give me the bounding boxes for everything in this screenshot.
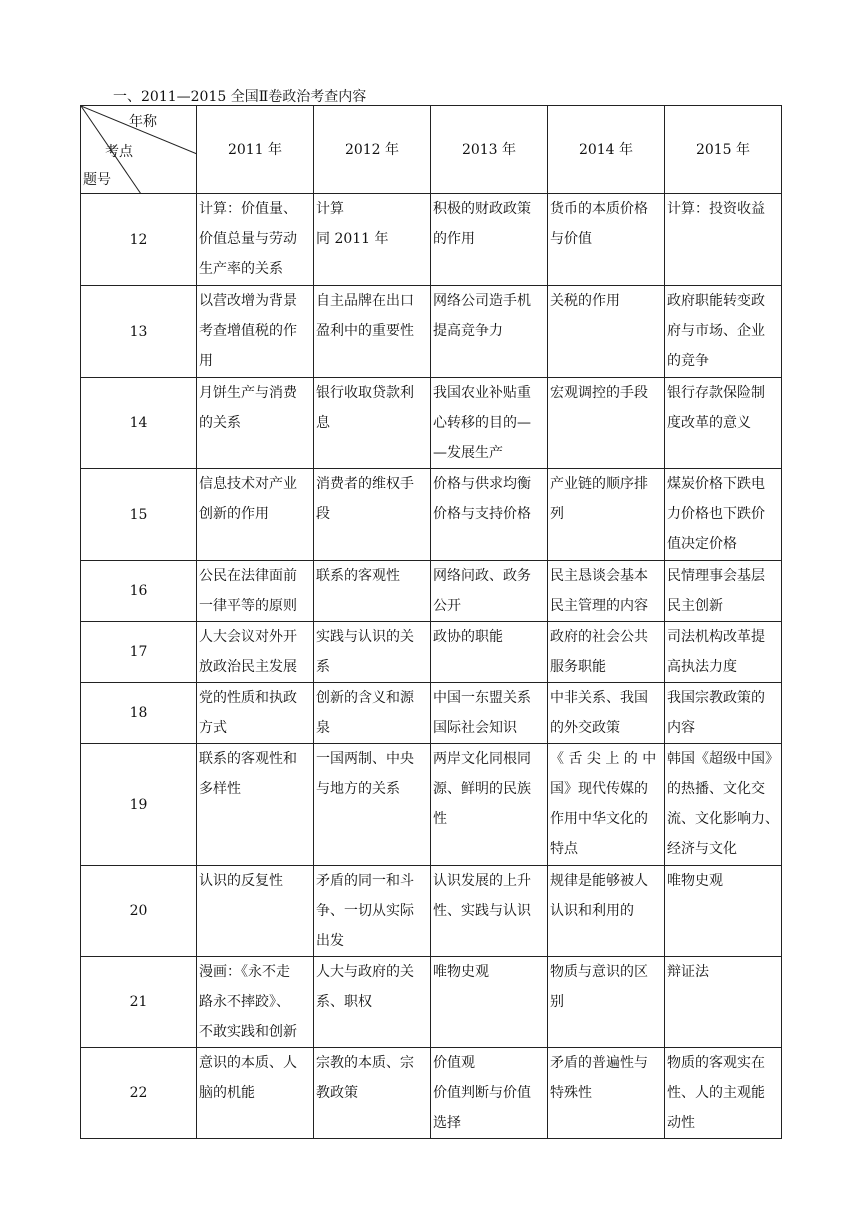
question-number: 15 xyxy=(81,469,197,561)
topic-text-line: 教政策 xyxy=(316,1085,358,1101)
topic-cell xyxy=(197,469,314,561)
topic-cell xyxy=(665,866,782,957)
topic-text-line: 人大与政府的关 xyxy=(316,964,414,980)
topic-text-line: 韩国《超级中国》 xyxy=(667,751,779,767)
topic-cell xyxy=(314,561,431,622)
topic-text-line: 政协的职能 xyxy=(433,629,503,645)
topic-text-line: 《 舌 尖 上 的 中 xyxy=(550,751,657,767)
topic-text-line: 放政治民主发展 xyxy=(199,659,297,675)
topic-text-line: 矛盾的同一和斗 xyxy=(316,873,414,889)
topic-text-line: 我国宗教政策的 xyxy=(667,690,765,706)
topic-text-line: 规律是能够被人 xyxy=(550,873,648,889)
topic-text-line: 价值总量与劳动 xyxy=(199,231,297,247)
topic-text-line: 方式 xyxy=(199,720,227,736)
topic-text-line: 价格与支持价格 xyxy=(433,506,531,522)
topic-text-line: 计算 xyxy=(316,201,344,217)
corner-label-year: 年称 xyxy=(129,114,157,130)
table-row xyxy=(81,469,782,561)
topic-cell xyxy=(665,1048,782,1139)
topic-cell xyxy=(197,683,314,744)
header-row xyxy=(81,106,782,194)
topic-text-line: 价值观 xyxy=(433,1055,475,1071)
topic-text-line: 民主创新 xyxy=(667,598,723,614)
year-header-2014: 2014 年 xyxy=(548,106,665,194)
topic-text-line: 物质与意识的区 xyxy=(550,964,648,980)
topic-cell xyxy=(197,622,314,683)
topic-cell xyxy=(197,866,314,957)
topic-cell xyxy=(431,561,548,622)
topic-text-line: 两岸文化同根同 xyxy=(433,751,531,767)
question-number: 14 xyxy=(81,378,197,469)
topic-cell xyxy=(314,957,431,1048)
topic-text-line: 月饼生产与消费 xyxy=(199,385,297,401)
topic-text-line: 度改革的意义 xyxy=(667,415,751,431)
topic-text-line: 政府职能转变政 xyxy=(667,293,765,309)
corner-label-question: 题号 xyxy=(83,172,111,188)
topic-text-line: 特殊性 xyxy=(550,1085,592,1101)
topic-text-line: 中非关系、我国 xyxy=(550,690,648,706)
topic-text-line: 公开 xyxy=(433,598,461,614)
topic-cell xyxy=(665,561,782,622)
topic-text-line: 出发 xyxy=(316,933,344,949)
year-header-2012: 2012 年 xyxy=(314,106,431,194)
topic-text-line: 宗教的本质、宗 xyxy=(316,1055,414,1071)
question-number: 16 xyxy=(81,561,197,622)
topic-text-line: 一律平等的原则 xyxy=(199,598,297,614)
topic-text-line: 积极的财政政策 xyxy=(433,201,531,217)
topic-text-line: 创新的含义和源 xyxy=(316,690,414,706)
table-row xyxy=(81,744,782,866)
topic-text-line: 提高竞争力 xyxy=(433,323,503,339)
topic-text-line: 辩证法 xyxy=(667,964,709,980)
topic-text-line: 服务职能 xyxy=(550,659,606,675)
topic-cell xyxy=(548,286,665,378)
topic-text-line: 的关系 xyxy=(199,415,241,431)
topic-text-line: —发展生产 xyxy=(433,445,503,461)
topic-text-line: 计算：价值量、 xyxy=(199,201,297,217)
topic-text-line: 银行收取贷款利 xyxy=(316,385,414,401)
topic-text-line: 煤炭价格下跌电 xyxy=(667,476,765,492)
topic-cell xyxy=(665,683,782,744)
topic-cell xyxy=(548,561,665,622)
topic-cell xyxy=(665,622,782,683)
topic-text-line: 府与市场、企业 xyxy=(667,323,765,339)
topic-text-line: 创新的作用 xyxy=(199,506,269,522)
topic-cell xyxy=(665,194,782,286)
topic-text-line: 别 xyxy=(550,994,564,1010)
topic-cell xyxy=(431,866,548,957)
topic-text-line: 国》现代传媒的 xyxy=(550,781,648,797)
topic-text-line: 唯物史观 xyxy=(433,964,489,980)
topic-text-line: 国际社会知识 xyxy=(433,720,517,736)
topic-cell xyxy=(431,683,548,744)
topic-text-line: 唯物史观 xyxy=(667,873,723,889)
topic-text-line: 价格与供求均衡 xyxy=(433,476,531,492)
topic-cell xyxy=(548,1048,665,1139)
page-title: 一、2011—2015 全国Ⅱ卷政治考查内容 xyxy=(113,89,367,105)
topic-cell xyxy=(314,378,431,469)
topic-text-line: 民情理事会基层 xyxy=(667,568,765,584)
topic-text-line: 用 xyxy=(199,353,213,369)
topic-cell xyxy=(314,683,431,744)
topic-text-line: 人大会议对外开 xyxy=(199,629,297,645)
topic-text-line: 动性 xyxy=(667,1115,695,1131)
topic-text-line: 系 xyxy=(316,659,330,675)
topic-text-line: 网络问政、政务 xyxy=(433,568,531,584)
topic-text-line: 公民在法律面前 xyxy=(199,568,297,584)
corner-header-cell xyxy=(81,106,197,194)
topic-cell xyxy=(548,744,665,866)
topic-text-line: 值决定价格 xyxy=(667,536,737,552)
question-number: 18 xyxy=(81,683,197,744)
topic-text-line: 生产率的关系 xyxy=(199,261,283,277)
table-row xyxy=(81,1048,782,1139)
question-number: 17 xyxy=(81,622,197,683)
topic-cell xyxy=(431,622,548,683)
table-row xyxy=(81,561,782,622)
topic-text-line: 内容 xyxy=(667,720,695,736)
topic-text-line: 实践与认识的关 xyxy=(316,629,414,645)
topic-text-line: 宏观调控的手段 xyxy=(550,385,648,401)
topic-text-line: 系、职权 xyxy=(316,994,372,1010)
topic-cell xyxy=(665,957,782,1048)
topic-text-line: 信息技术对产业 xyxy=(199,476,297,492)
topic-text-line: 作用中华文化的 xyxy=(550,811,648,827)
question-number: 20 xyxy=(81,866,197,957)
topic-text-line: 我国农业补贴重 xyxy=(433,385,531,401)
topic-text-line: 认识的反复性 xyxy=(199,873,283,889)
topic-cell xyxy=(548,378,665,469)
topic-text-line: 流、文化影响力、 xyxy=(667,811,779,827)
table-row xyxy=(81,683,782,744)
question-number: 19 xyxy=(81,744,197,866)
table-row xyxy=(81,194,782,286)
topic-cell xyxy=(548,683,665,744)
topic-cell xyxy=(314,744,431,866)
topic-cell xyxy=(431,1048,548,1139)
topic-text-line: 民主恳谈会基本 xyxy=(550,568,648,584)
topic-cell xyxy=(548,194,665,286)
topic-text-line: 泉 xyxy=(316,720,330,736)
topic-text-line: 的竞争 xyxy=(667,353,709,369)
topic-cell xyxy=(665,378,782,469)
topic-text-line: 民主管理的内容 xyxy=(550,598,648,614)
topic-text-line: 息 xyxy=(316,415,330,431)
topic-text-line: 源、鲜明的民族 xyxy=(433,781,531,797)
topic-text-line: 联系的客观性 xyxy=(316,568,400,584)
corner-label-topic: 考点 xyxy=(105,144,133,160)
topic-cell xyxy=(665,744,782,866)
table-row xyxy=(81,622,782,683)
topic-cell xyxy=(197,194,314,286)
topic-text-line: 漫画：《永不走 xyxy=(199,964,290,980)
topic-cell xyxy=(431,957,548,1048)
topic-cell xyxy=(314,194,431,286)
topic-text-line: 与地方的关系 xyxy=(316,781,400,797)
topic-text-line: 考查增值税的作 xyxy=(199,323,297,339)
topic-text-line: 联系的客观性和 xyxy=(199,751,297,767)
topic-text-line: 与价值 xyxy=(550,231,592,247)
table-row xyxy=(81,378,782,469)
topic-text-line: 消费者的维权手 xyxy=(316,476,414,492)
year-header-2013: 2013 年 xyxy=(431,106,548,194)
topic-text-line: 货币的本质价格 xyxy=(550,201,648,217)
question-number: 21 xyxy=(81,957,197,1048)
topic-cell xyxy=(314,1048,431,1139)
year-header-2011: 2011 年 xyxy=(197,106,314,194)
topic-text-line: 盈利中的重要性 xyxy=(316,323,414,339)
topic-text-line: 的外交政策 xyxy=(550,720,620,736)
topic-text-line: 自主品牌在出口 xyxy=(316,293,414,309)
topic-cell xyxy=(548,866,665,957)
topic-text-line: 争、一切从实际 xyxy=(316,903,414,919)
topic-cell xyxy=(548,622,665,683)
topic-text-line: 网络公司造手机 xyxy=(433,293,531,309)
topic-text-line: 矛盾的普遍性与 xyxy=(550,1055,648,1071)
topic-text-line: 性 xyxy=(433,811,447,827)
question-number: 13 xyxy=(81,286,197,378)
topic-text-line: 列 xyxy=(550,506,564,522)
topic-text-line: 高执法力度 xyxy=(667,659,737,675)
topic-cell xyxy=(197,1048,314,1139)
topic-text-line: 认识和利用的 xyxy=(550,903,634,919)
topic-cell xyxy=(548,469,665,561)
topic-text-line: 一国两制、中央 xyxy=(316,751,414,767)
topic-cell xyxy=(431,744,548,866)
table-row xyxy=(81,957,782,1048)
topic-cell xyxy=(197,286,314,378)
topic-text-line: 银行存款保险制 xyxy=(667,385,765,401)
topic-cell xyxy=(431,194,548,286)
topic-text-line: 政府的社会公共 xyxy=(550,629,648,645)
topic-text-line: 路永不摔跤》、 xyxy=(199,994,290,1010)
exam-content-table xyxy=(80,105,782,1139)
table-row xyxy=(81,286,782,378)
topic-text-line: 党的性质和执政 xyxy=(199,690,297,706)
topic-text-line: 关税的作用 xyxy=(550,293,620,309)
topic-text-line: 计算：投资收益 xyxy=(667,201,765,217)
topic-cell xyxy=(314,286,431,378)
topic-text-line: 以营改增为背景 xyxy=(199,293,297,309)
topic-cell xyxy=(314,866,431,957)
topic-text-line: 力价格也下跌价 xyxy=(667,506,765,522)
topic-text-line: 的热播、文化交 xyxy=(667,781,765,797)
topic-text-line: 性、人的主观能 xyxy=(667,1085,765,1101)
topic-text-line: 脑的机能 xyxy=(199,1085,255,1101)
topic-cell xyxy=(665,286,782,378)
topic-text-line: 心转移的目的— xyxy=(433,415,531,431)
topic-text-line: 中国一东盟关系 xyxy=(433,690,531,706)
topic-text-line: 同 2011 年 xyxy=(316,231,389,247)
topic-text-line: 司法机构改革提 xyxy=(667,629,765,645)
topic-text-line: 物质的客观实在 xyxy=(667,1055,765,1071)
topic-text-line: 段 xyxy=(316,506,330,522)
question-number: 22 xyxy=(81,1048,197,1139)
year-header-2015: 2015 年 xyxy=(665,106,782,194)
table-row xyxy=(81,866,782,957)
topic-text-line: 性、实践与认识 xyxy=(433,903,531,919)
topic-cell xyxy=(431,286,548,378)
topic-text-line: 多样性 xyxy=(199,781,241,797)
topic-text-line: 选择 xyxy=(433,1115,461,1131)
topic-cell xyxy=(431,469,548,561)
topic-cell xyxy=(431,378,548,469)
topic-text-line: 特点 xyxy=(550,841,578,857)
topic-cell xyxy=(197,957,314,1048)
topic-cell xyxy=(197,744,314,866)
topic-text-line: 价值判断与价值 xyxy=(433,1085,531,1101)
topic-text-line: 经济与文化 xyxy=(667,841,737,857)
topic-text-line: 意识的本质、人 xyxy=(199,1055,297,1071)
topic-cell xyxy=(314,622,431,683)
topic-cell xyxy=(314,469,431,561)
topic-text-line: 不敢实践和创新 xyxy=(199,1024,297,1040)
topic-text-line: 产业链的顺序排 xyxy=(550,476,648,492)
topic-text-line: 的作用 xyxy=(433,231,475,247)
topic-cell xyxy=(197,378,314,469)
topic-cell xyxy=(197,561,314,622)
topic-text-line: 认识发展的上升 xyxy=(433,873,531,889)
topic-cell xyxy=(665,469,782,561)
question-number: 12 xyxy=(81,194,197,286)
topic-cell xyxy=(548,957,665,1048)
